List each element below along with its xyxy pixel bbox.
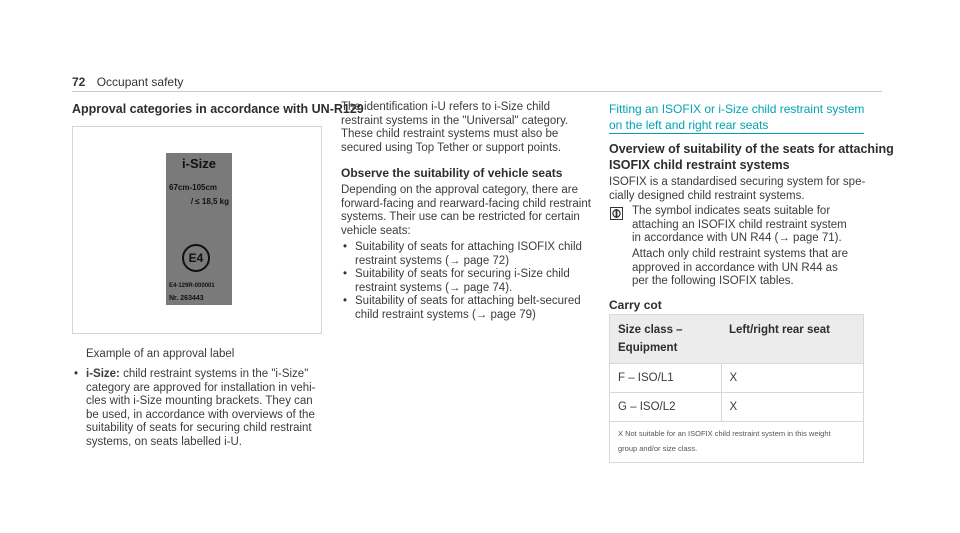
table-row bbox=[610, 364, 864, 393]
section-title: Occupant safety bbox=[96, 75, 184, 89]
col-size-class-header: Size class – Equipment bbox=[610, 315, 722, 364]
header-divider bbox=[72, 91, 882, 92]
page-header bbox=[72, 75, 183, 89]
col-seat-header: Left/right rear seat bbox=[721, 315, 864, 364]
suitability-paragraph: Depending on the approval category, there are forward-facing and rearward-facing child restraint systems. Their use can be restricted for certain vehicle seats: bbox=[341, 184, 591, 237]
table-note-row bbox=[610, 422, 864, 463]
approval-mark-e4: E4 bbox=[182, 244, 210, 272]
suitability-list bbox=[341, 241, 603, 323]
iu-intro: The identification i-U refers to i-Size child restraint systems in the "Universal" category. These child restraint systems must also be secured using Top Tether or support points. bbox=[341, 101, 569, 154]
table-header-row bbox=[610, 315, 864, 364]
approval-label-figure bbox=[72, 126, 322, 334]
size-class-cell: G – ISO/L2 bbox=[610, 393, 722, 422]
approval-label-image bbox=[166, 153, 232, 305]
title-divider bbox=[609, 133, 864, 134]
table-row bbox=[610, 393, 864, 422]
overview-heading: Overview of suitability of the seats for attaching ISOFIX child restraint systems bbox=[609, 142, 894, 172]
label-line-size: 67cm-105cm bbox=[169, 183, 218, 192]
carry-cot-heading: Carry cot bbox=[609, 298, 662, 312]
isize-bullet: • i-Size: child restraint systems in the "i-Size" category are approved for installation in vehi- cles with i-Size mounting brackets. They can be used, in accordance with overviews of the suitability of seats for securing child restraint systems, on seats labelled i-U. bbox=[72, 368, 334, 450]
list-item: • Suitability of seats for attaching ISOFIX child restraint systems (→ page 72) bbox=[341, 241, 603, 268]
page-number: 72 bbox=[72, 75, 86, 89]
list-item: • Suitability of seats for attaching belt-secured child restraint systems (→ page 79) bbox=[341, 295, 603, 322]
seat-cell: X bbox=[721, 393, 864, 422]
label-line-approval-number: E4-129R-000001 bbox=[169, 283, 215, 289]
attach-note: Attach only child restraint systems that are approved in accordance with UN R44 as per the following ISOFIX tables. bbox=[632, 248, 849, 288]
label-line-weight: / ≤ 18,5 kg bbox=[190, 197, 229, 206]
label-line-isize: i-Size bbox=[182, 156, 216, 171]
isofix-paragraph: ISOFIX is a standardised securing system for spe- cially designed child restraint systems. bbox=[609, 176, 866, 202]
fitting-title: Fitting an ISOFIX or i-Size child restraint system on the left and right rear seats bbox=[609, 102, 865, 132]
suitability-heading: Observe the suitability of vehicle seats bbox=[341, 166, 563, 180]
isize-term: i-Size: bbox=[86, 368, 120, 380]
seat-cell: X bbox=[721, 364, 864, 393]
list-item: • Suitability of seats for securing i-Size child restraint systems (→ page 74). bbox=[341, 268, 603, 295]
size-class-cell: F – ISO/L1 bbox=[610, 364, 722, 393]
isofix-symbol-icon bbox=[610, 207, 623, 225]
approval-heading: Approval categories in accordance with UN-R129 bbox=[72, 102, 364, 116]
isofix-symbol-note: The symbol indicates seats suitable for attaching an ISOFIX child restraint system in accordance with UN R44 (→ page 71). bbox=[632, 205, 847, 245]
carry-cot-table bbox=[609, 314, 864, 463]
table-footnote: X Not suitable for an ISOFIX child restraint system in this weight group and/or size class. bbox=[610, 422, 864, 463]
label-line-serial: Nr. 263443 bbox=[169, 295, 204, 302]
figure-caption: Example of an approval label bbox=[86, 348, 235, 360]
